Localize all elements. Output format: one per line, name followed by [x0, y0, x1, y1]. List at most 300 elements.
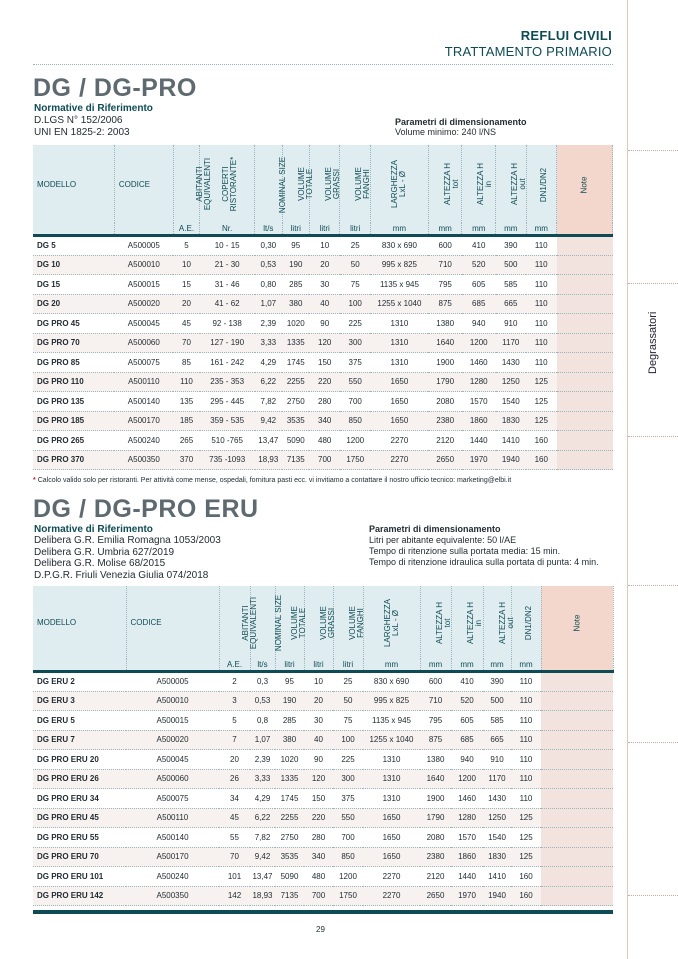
col-header-label: ALTEZZA H in [476, 162, 494, 206]
value-cell: 150 [304, 789, 333, 809]
value-cell: 2120 [428, 431, 462, 451]
unit-cell: mm [496, 223, 527, 236]
value-cell: 25 [340, 236, 371, 256]
col-header-label: VOLUME TOTALE [289, 605, 307, 640]
code-cell: A500240 [126, 867, 219, 887]
section2-param-title: Parametri di dimensionamento [369, 524, 501, 534]
table-row [33, 691, 613, 711]
col-header-height-tot [428, 145, 462, 223]
note-cell [557, 392, 613, 412]
value-cell: 160 [526, 431, 557, 451]
header-divider [33, 64, 613, 65]
value-cell: 40 [304, 730, 333, 750]
value-cell: 380 [282, 294, 309, 314]
value-cell: 110 [526, 236, 557, 256]
side-divider [628, 283, 678, 284]
value-cell: 1650 [370, 372, 428, 392]
value-cell: 160 [511, 867, 541, 887]
value-cell: 735 -1093 [200, 450, 255, 470]
value-cell: 1310 [370, 314, 428, 334]
value-cell: 30 [309, 275, 340, 295]
value-cell: 910 [496, 314, 527, 334]
value-cell: 2650 [428, 450, 462, 470]
value-cell: 30 [304, 711, 333, 731]
model-cell: DG 20 [33, 294, 114, 314]
unit-cell: mm [370, 223, 428, 236]
col-header-model: MODELLO [33, 145, 114, 223]
col-header-model: MODELLO [33, 586, 126, 659]
col-header-height-out [496, 145, 527, 223]
value-cell: 95 [275, 672, 304, 692]
model-cell: DG PRO 185 [33, 411, 114, 431]
note-cell [557, 255, 613, 275]
note-cell [541, 789, 613, 809]
value-cell: 550 [340, 372, 371, 392]
model-cell: DG PRO ERU 101 [33, 867, 126, 887]
value-cell: 20 [219, 750, 250, 770]
value-cell: 220 [309, 372, 340, 392]
model-cell: DG ERU 3 [33, 691, 126, 711]
value-cell: 585 [483, 711, 511, 731]
value-cell: 190 [282, 255, 309, 275]
col-header-dn [526, 145, 557, 223]
value-cell: 380 [275, 730, 304, 750]
code-cell: A500015 [126, 711, 219, 731]
value-cell: 142 [219, 886, 250, 906]
value-cell: 70 [219, 847, 250, 867]
value-cell: 3 [219, 691, 250, 711]
value-cell: 50 [340, 255, 371, 275]
norm-item: Delibera G.R. Emilia Romagna 1053/2003 [34, 535, 221, 546]
note-cell [541, 769, 613, 789]
value-cell: 1650 [370, 392, 428, 412]
col-header-label: Note [572, 614, 581, 632]
col-header-label: DN1/DN2 [523, 605, 533, 641]
section1-norm-list [34, 115, 130, 138]
unit-cell: mm [511, 659, 541, 672]
code-cell: A500350 [114, 450, 173, 470]
value-cell: 1380 [428, 314, 462, 334]
value-cell: 100 [333, 730, 363, 750]
code-cell: A500060 [126, 769, 219, 789]
code-cell: A500140 [126, 828, 219, 848]
note-cell [541, 867, 613, 887]
value-cell: 940 [462, 314, 496, 334]
value-cell: 110 [173, 372, 199, 392]
value-cell: 75 [340, 275, 371, 295]
value-cell: 160 [526, 450, 557, 470]
unit-cell: mm [462, 223, 496, 236]
value-cell: 34 [219, 789, 250, 809]
col-header-label: ALTEZZA H out [497, 601, 515, 644]
value-cell: 665 [483, 730, 511, 750]
table-row [33, 886, 613, 906]
value-cell: 125 [511, 828, 541, 848]
model-cell: DG PRO ERU 26 [33, 769, 126, 789]
table-row [33, 789, 613, 809]
col-header-label: ALTEZZA H in [465, 601, 483, 644]
value-cell: 2270 [370, 431, 428, 451]
value-cell: 520 [462, 255, 496, 275]
value-cell: 1790 [420, 808, 451, 828]
value-cell: 110 [511, 672, 541, 692]
value-cell: 2380 [428, 411, 462, 431]
param-item: Tempo di ritenzione idraulica sulla portata di punta: 4 min. [369, 557, 599, 567]
value-cell: 0,3 [250, 672, 275, 692]
table-row [33, 808, 613, 828]
value-cell: 75 [333, 711, 363, 731]
value-cell: 1200 [333, 867, 363, 887]
footnote-marker: * [33, 477, 36, 484]
value-cell: 1900 [428, 353, 462, 373]
unit-cell: litri [275, 659, 304, 672]
value-cell: 1640 [420, 769, 451, 789]
value-cell: 0,53 [255, 255, 282, 275]
col-header-label: VOLUME GRASSI [318, 605, 336, 640]
value-cell: 2650 [420, 886, 451, 906]
value-cell: 120 [309, 333, 340, 353]
model-cell: DG PRO 265 [33, 431, 114, 451]
value-cell: 359 - 535 [200, 411, 255, 431]
value-cell: 4,29 [250, 789, 275, 809]
value-cell: 1380 [420, 750, 451, 770]
value-cell: 1570 [451, 828, 483, 848]
unit-cell: mm [451, 659, 483, 672]
model-cell: DG 5 [33, 236, 114, 256]
value-cell: 2750 [275, 828, 304, 848]
col-header-label: Note [579, 176, 589, 193]
value-cell: 50 [333, 691, 363, 711]
value-cell: 10 [173, 255, 199, 275]
model-cell: DG PRO ERU 55 [33, 828, 126, 848]
value-cell: 110 [526, 353, 557, 373]
value-cell: 1430 [483, 789, 511, 809]
value-cell: 1650 [363, 828, 420, 848]
model-cell: DG PRO 85 [33, 353, 114, 373]
table-row [33, 730, 613, 750]
units-row [33, 223, 613, 236]
note-cell [557, 333, 613, 353]
right-margin-line [627, 0, 628, 959]
value-cell: 20 [173, 294, 199, 314]
note-cell [557, 372, 613, 392]
unit-cell: Nr. [200, 223, 255, 236]
value-cell: 5 [173, 236, 199, 256]
value-cell: 7,82 [250, 828, 275, 848]
value-cell: 3,33 [255, 333, 282, 353]
unit-cell: A.E. [173, 223, 199, 236]
col-header-height-tot [420, 586, 451, 659]
value-cell: 235 - 353 [200, 372, 255, 392]
value-cell: 7 [219, 730, 250, 750]
col-header-label: VOLUME FANGHI [354, 167, 372, 201]
code-cell: A500110 [114, 372, 173, 392]
unit-cell: lt/s [250, 659, 275, 672]
value-cell: 1540 [483, 828, 511, 848]
model-cell: DG PRO 45 [33, 314, 114, 334]
value-cell: 370 [173, 450, 199, 470]
value-cell: 510 -765 [200, 431, 255, 451]
value-cell: 1970 [451, 886, 483, 906]
col-header-label: VOLUME GRASSI [323, 167, 341, 201]
value-cell: 1310 [370, 333, 428, 353]
code-cell: A500045 [126, 750, 219, 770]
unit-cell [557, 223, 613, 236]
note-cell [541, 730, 613, 750]
value-cell: 70 [173, 333, 199, 353]
note-cell [541, 828, 613, 848]
code-cell: A500010 [126, 691, 219, 711]
code-cell: A500350 [126, 886, 219, 906]
value-cell: 1,07 [255, 294, 282, 314]
value-cell: 375 [340, 353, 371, 373]
table-row [33, 372, 613, 392]
model-cell: DG PRO ERU 45 [33, 808, 126, 828]
value-cell: 25 [333, 672, 363, 692]
value-cell: 13,47 [255, 431, 282, 451]
value-cell: 410 [462, 236, 496, 256]
value-cell: 1410 [496, 431, 527, 451]
value-cell: 1860 [451, 847, 483, 867]
side-divider [628, 895, 678, 896]
col-header-label: LARGHEZZA LxL - Ø [382, 598, 400, 647]
note-cell [557, 236, 613, 256]
col-header-label: ABITANTI EQUIVALENTI [194, 157, 212, 211]
model-cell: DG PRO 370 [33, 450, 114, 470]
value-cell: 20 [304, 691, 333, 711]
value-cell: 150 [309, 353, 340, 373]
unit-cell [541, 659, 613, 672]
code-cell: A500170 [114, 411, 173, 431]
value-cell: 101 [219, 867, 250, 887]
unit-cell: A.E. [219, 659, 250, 672]
value-cell: 1255 x 1040 [363, 730, 420, 750]
value-cell: 1255 x 1040 [370, 294, 428, 314]
value-cell: 550 [333, 808, 363, 828]
value-cell: 1200 [462, 333, 496, 353]
unit-cell: litri [304, 659, 333, 672]
table-row [33, 353, 613, 373]
value-cell: 1430 [496, 353, 527, 373]
value-cell: 2270 [363, 867, 420, 887]
value-cell: 185 [173, 411, 199, 431]
side-divider [628, 585, 678, 586]
value-cell: 10 [304, 672, 333, 692]
value-cell: 830 x 690 [370, 236, 428, 256]
value-cell: 1280 [451, 808, 483, 828]
value-cell: 31 - 46 [200, 275, 255, 295]
value-cell: 9,42 [250, 847, 275, 867]
unit-cell: lt/s [255, 223, 282, 236]
value-cell: 1640 [428, 333, 462, 353]
col-header-label: ALTEZZA H tot [434, 601, 452, 644]
value-cell: 45 [173, 314, 199, 334]
value-cell: 2080 [420, 828, 451, 848]
value-cell: 0,53 [250, 691, 275, 711]
unit-cell [114, 223, 173, 236]
value-cell: 520 [451, 691, 483, 711]
value-cell: 1830 [496, 411, 527, 431]
code-cell: A500010 [114, 255, 173, 275]
value-cell: 1335 [282, 333, 309, 353]
unit-cell [33, 659, 126, 672]
section2-title: DG / DG-PRO ERU [33, 495, 259, 523]
value-cell: 7,82 [255, 392, 282, 412]
value-cell: 225 [340, 314, 371, 334]
value-cell: 41 - 62 [200, 294, 255, 314]
note-cell [557, 431, 613, 451]
value-cell: 127 - 190 [200, 333, 255, 353]
model-cell: DG PRO ERU 20 [33, 750, 126, 770]
model-cell: DG PRO ERU 70 [33, 847, 126, 867]
section1-title: DG / DG-PRO [33, 74, 197, 102]
col-header-height-in [451, 586, 483, 659]
value-cell: 125 [526, 392, 557, 412]
value-cell: 0,80 [255, 275, 282, 295]
value-cell: 2120 [420, 867, 451, 887]
value-cell: 410 [451, 672, 483, 692]
col-header-volume-sludge [340, 145, 371, 223]
value-cell: 10 - 15 [200, 236, 255, 256]
table-row [33, 411, 613, 431]
code-cell: A500110 [126, 808, 219, 828]
value-cell: 940 [451, 750, 483, 770]
value-cell: 110 [526, 294, 557, 314]
col-header-code: CODICE [126, 586, 219, 659]
code-cell: A500020 [114, 294, 173, 314]
col-header-label: DN1/DN2 [538, 167, 548, 202]
section1-param-title: Parametri di dimensionamento [395, 117, 527, 127]
col-header-label: VOLUME FANGHI [347, 605, 365, 640]
value-cell: 605 [451, 711, 483, 731]
value-cell: 13,47 [250, 867, 275, 887]
value-cell: 110 [511, 769, 541, 789]
value-cell: 40 [309, 294, 340, 314]
value-cell: 700 [304, 886, 333, 906]
units-row [33, 659, 613, 672]
table-row [33, 450, 613, 470]
value-cell: 875 [428, 294, 462, 314]
value-cell: 4,29 [255, 353, 282, 373]
model-cell: DG PRO ERU 34 [33, 789, 126, 809]
note-cell [557, 353, 613, 373]
value-cell: 2,39 [250, 750, 275, 770]
col-header-height-out [483, 586, 515, 659]
header-subtitle: TRATTAMENTO PRIMARIO [444, 44, 612, 59]
value-cell: 7135 [282, 450, 309, 470]
value-cell: 18,93 [250, 886, 275, 906]
col-header-label: ABITANTI EQUIVALENTI [240, 596, 258, 649]
value-cell: 125 [511, 808, 541, 828]
col-header-label: NOMINAL SIZE [273, 594, 283, 652]
value-cell: 685 [451, 730, 483, 750]
value-cell: 1750 [340, 450, 371, 470]
value-cell: 375 [333, 789, 363, 809]
note-cell [557, 294, 613, 314]
table-row [33, 294, 613, 314]
value-cell: 1310 [363, 769, 420, 789]
value-cell: 585 [496, 275, 527, 295]
col-header-label: NOMINAL SIZE [278, 156, 288, 213]
value-cell: 1170 [483, 769, 511, 789]
unit-cell: litri [340, 223, 371, 236]
value-cell: 3535 [282, 411, 309, 431]
table-row [33, 392, 613, 412]
code-cell: A500045 [114, 314, 173, 334]
code-cell: A500240 [114, 431, 173, 451]
value-cell: 1460 [462, 353, 496, 373]
value-cell: 480 [309, 431, 340, 451]
unit-cell: mm [428, 223, 462, 236]
note-cell [557, 314, 613, 334]
value-cell: 2380 [420, 847, 451, 867]
model-cell: DG PRO 70 [33, 333, 114, 353]
value-cell: 125 [511, 847, 541, 867]
value-cell: 1,07 [250, 730, 275, 750]
value-cell: 92 - 138 [200, 314, 255, 334]
footnote-text: Calcolo valido solo per ristoranti. Per attività come mense, ospedali, fornitura pasti ecc. vi invitiamo a contattare il nostro ufficio tecnico: marketing@elbi.it [37, 477, 512, 484]
value-cell: 110 [511, 750, 541, 770]
norm-item: Delibera G.R. Molise 68/2015 [34, 558, 166, 569]
value-cell: 340 [304, 847, 333, 867]
value-cell: 795 [420, 711, 451, 731]
value-cell: 1940 [496, 450, 527, 470]
value-cell: 225 [333, 750, 363, 770]
value-cell: 285 [282, 275, 309, 295]
unit-cell: mm [526, 223, 557, 236]
value-cell: 1440 [462, 431, 496, 451]
value-cell: 300 [333, 769, 363, 789]
param-item: Tempo di ritenzione sulla portata media: 15 min. [369, 546, 561, 556]
value-cell: 110 [511, 789, 541, 809]
note-cell [541, 711, 613, 731]
unit-cell [33, 223, 114, 236]
value-cell: 3,33 [250, 769, 275, 789]
value-cell: 20 [309, 255, 340, 275]
value-cell: 1310 [370, 353, 428, 373]
note-cell [541, 847, 613, 867]
value-cell: 2 [219, 672, 250, 692]
unit-cell: litri [333, 659, 363, 672]
value-cell: 710 [428, 255, 462, 275]
value-cell: 1650 [363, 808, 420, 828]
unit-cell [126, 659, 219, 672]
section1-table-body [33, 236, 613, 470]
table-row [33, 333, 613, 353]
value-cell: 2255 [275, 808, 304, 828]
col-header-label: ALTEZZA H out [510, 162, 527, 206]
value-cell: 1135 x 945 [363, 711, 420, 731]
code-cell: A500075 [126, 789, 219, 809]
model-cell: DG PRO 135 [33, 392, 114, 412]
value-cell: 125 [526, 372, 557, 392]
value-cell: 26 [219, 769, 250, 789]
value-cell: 160 [511, 886, 541, 906]
col-header-note [557, 145, 613, 223]
unit-cell: litri [309, 223, 340, 236]
col-header-height-in [462, 145, 496, 223]
value-cell: 390 [483, 672, 511, 692]
value-cell: 15 [173, 275, 199, 295]
footnote [33, 477, 511, 484]
model-cell: DG ERU 2 [33, 672, 126, 692]
side-divider [628, 436, 678, 437]
col-header-label: LARGHEZZA LxL - Ø [390, 160, 408, 209]
value-cell: 7135 [275, 886, 304, 906]
value-cell: 1170 [496, 333, 527, 353]
col-header-volume-fats [304, 586, 336, 659]
note-cell [541, 672, 613, 692]
